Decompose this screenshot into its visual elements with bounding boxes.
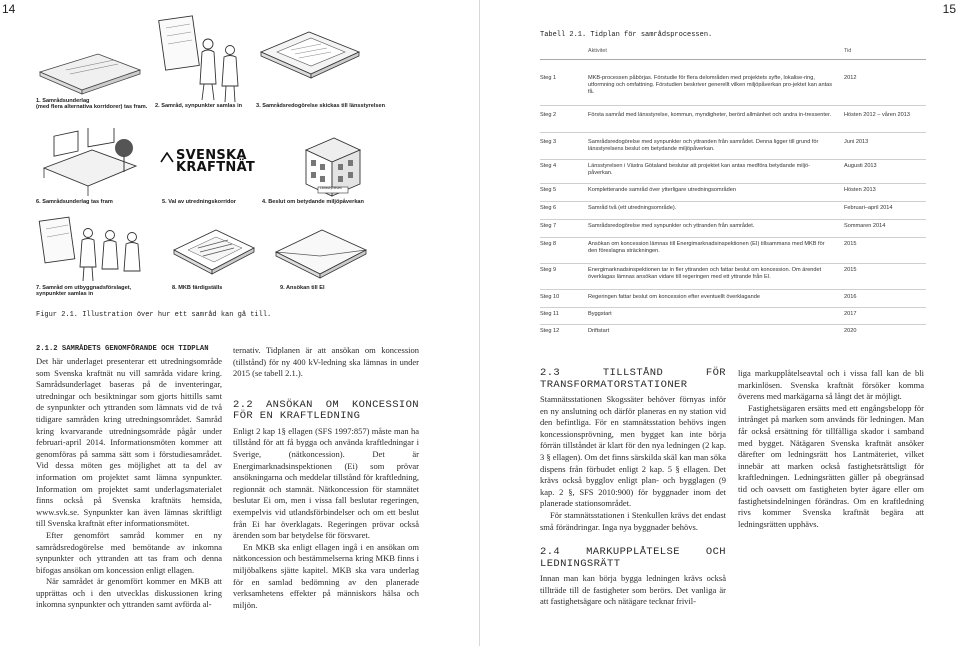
row-step: Steg 7	[540, 223, 557, 229]
row-activity: Regeringen fattar beslut om koncession efter eventuellt överklagande	[588, 294, 760, 300]
fig-label-7: 7. Samråd om utbyggnadsförslaget, synpunkter samlas in	[36, 285, 132, 298]
page-gutter	[479, 0, 480, 646]
county-building-drawing	[298, 130, 368, 200]
text-column-3	[540, 368, 726, 608]
table-row	[540, 238, 926, 264]
row-activity: Samråd två (ett utredningsområde).	[588, 205, 677, 211]
fig-label-8: 8. MKB färdigställs	[172, 285, 223, 291]
row-step: Steg 10	[540, 294, 560, 300]
table-row	[540, 109, 926, 133]
fig-label-2: 2. Samråd, synpunkter samlas in	[155, 103, 243, 109]
paragraph: Stamnätsstationen Skogssäter behöver förnyas inför en ny anslutning och därför planeras en ny station vid den befintliga. För en stamnätsstation behövs ingen koncessionsprövning, men bygget kan inte börja förrän tillståndet är klart för den nya ledningen (2 kap. 3 § ellagen). Om det finns särskilda skäl kan man söka dispens från förbudet enligt 2 kap. 5 § ellagen. Det krävs också bygglov enligt plan- och bygglagen (9 kap. 2 §, SFS 2010:900) för byggnader inom det planerade stationsområdet.	[540, 394, 726, 509]
paragraph: Enligt 2 kap 1§ ellagen (SFS 1997:857) måste man ha tillstånd för att få bygga och använda kraftledningar i Sverige, (nätkoncession). Det är Energimarknadsinspektionen (Ei) som prövar ansökningarna och meddelar tillstånd för kraftledning, regionnät och stamnät. Nätkoncession för stamnätet beslutar Ei om, men i vissa fall beslutar regeringen, exempelvis vid utlandsförbindelser och om ett beslut från Ei har överklagats. Regeringen prövar också ärenden som bar betydelse för försvaret.	[233, 425, 419, 541]
row-step: Steg 5	[540, 187, 557, 193]
row-time: Augusti 2013	[844, 163, 877, 169]
table-row	[540, 325, 926, 342]
row-time: Hösten 2013	[844, 187, 876, 193]
row-time: 2015	[844, 267, 857, 273]
paragraph: Det här underlaget presenterar ett utredningsområde som Svenska kraftnät nu vill samråda vidare kring. Samrådsunderlaget baseras på de inventeringar, utredningar och besiktningar som gjorts hittills samt de synpunkter och yttranden som lämnats vid de två tidigare samråden kring utredningsområdet. Samråd kring kvarvarande utredningsområde pågår under februari-april 2014. Informationsmöten kommer att genomföras på samma sätt som i förstudiesamrådet. Vid dessa möten ges möjlighet att ta del av information om projektet samt lämna synpunkter. Information om projektet samt underlagsmaterialet finns också på Svenska kraftnäts hemsida, www.svk.se. Synpunkter kan även lämnas skriftligt till Svenska kraftnät efter informationsmötet.	[36, 356, 222, 529]
row-step: Steg 4	[540, 163, 557, 169]
text-column-4	[738, 368, 924, 530]
table-row	[540, 72, 926, 106]
table-header	[540, 44, 926, 60]
row-step: Steg 8	[540, 241, 557, 247]
row-activity: Samrådsredogörelse med synpunkter och yttranden från samrådet.	[588, 223, 755, 229]
meeting-people-drawing	[150, 14, 245, 104]
paragraph: Innan man kan börja bygga ledningen krävs också tillträde till de fastigheter som berörs. Det vanliga är att fastighetsägare och nätägare tecknar frivil-	[540, 573, 726, 607]
row-step: Steg 12	[540, 328, 560, 334]
row-time: Februari–april 2014	[844, 205, 893, 211]
row-step: Steg 6	[540, 205, 557, 211]
table-title: Tabell 2.1. Tidplan för samrådsprocessen.	[540, 31, 713, 39]
row-step: Steg 1	[540, 75, 557, 81]
col-activity-header: Aktivitet	[588, 48, 607, 54]
row-step: Steg 2	[540, 112, 557, 118]
row-step: Steg 11	[540, 311, 559, 317]
consultation-people-drawing	[36, 215, 156, 285]
fig-label-6: 6. Samrådsunderlag tas fram	[36, 199, 113, 205]
col-time-header: Tid	[844, 48, 852, 54]
row-time: 2020	[844, 328, 857, 334]
table-row	[540, 291, 926, 308]
paragraph: Fastighetsägaren ersätts med ett engångsbelopp för intrånget på marken som används för ledningen. Man får också ersättning för tillfälliga skador i samband med bygget. Nätägaren Svenska kraftnät ansöker därefter om ledningsrätt hos Lantmäteriet, vilket innebär att marken också fastighetsrättsligt för kraftledningen. Ledningsrätten gäller på obegränsad tid och oavsett om fastigheten byter ägare eller om fastighetsindelningen förändras. Om en kraftledning rivs kommer Svenska kraftnät begära att ledningsrätten upphävs.	[738, 402, 924, 529]
mkb-report-drawing	[168, 222, 258, 282]
row-time: 2012	[844, 75, 857, 81]
office-desk-drawing	[36, 128, 146, 198]
row-activity: Byggstart	[588, 311, 612, 317]
table-row	[540, 184, 926, 202]
row-activity: Ansökan om koncession lämnas till Energimarknadsinspektionen (EI) tillsammans med MKB för den föreslagna sträckningen.	[588, 241, 825, 255]
envelope-drawing	[270, 222, 370, 284]
row-time: 2017	[844, 311, 857, 317]
page-number-left: 14	[2, 2, 16, 16]
row-time: 2016	[844, 294, 857, 300]
fig-label-9: 9. Ansökan till EI	[280, 285, 325, 291]
fig-label-1: 1. Samrådsunderlag (med flera alternativa korridorer) tas fram.	[36, 98, 148, 111]
section-heading-2-2: 2.2 ANSÖKAN OM KONCESSION FÖR EN KRAFTLEDNING	[233, 398, 419, 423]
row-step: Steg 3	[540, 139, 557, 145]
row-activity: MKB-processen påbörjas. Förstudie för flera delområden med projektets syfte, lokalise-ring, utformning och omfattning. Förstudien beskriver generellt vilken miljöpåverkan pro-jektet kan antas få.	[588, 75, 833, 96]
table-row	[540, 160, 926, 184]
table-row	[540, 264, 926, 290]
section-heading-2-4: 2.4 MARKUPPLÅTELSE OCH LEDNINGSRÄTT	[540, 546, 726, 570]
section-heading-2-3: 2.3 TILLSTÅND FÖR TRANSFORMATORSTATIONER	[540, 367, 726, 391]
row-time: Juni 2013	[844, 139, 869, 145]
documents-drawing	[255, 22, 365, 102]
row-activity: Driftstart	[588, 328, 610, 334]
row-activity: Länsstyrelsen i Västra Götaland beslutar att projektet kan antas medföra betydande miljö-påverkan.	[588, 163, 811, 177]
paragraph: Efter genomfört samråd kommer en ny samrådsredogörelse med bemötande av inkomna synpunkter och yttranden att tas fram och denna bifogas ansökan om koncession enligt ellagen.	[36, 529, 222, 575]
paragraph: För stamnätsstationen i Stenkullen krävs det endast små förändringar. Inga nya byggnader behövs.	[540, 509, 726, 532]
fig-label-4: 4. Beslut om betydande miljöpåverkan	[262, 199, 364, 205]
paragraph: När samrådet är genomfört kommer en MKB att upprättas och i den utvecklas diskussionen kring inkomna synpunkter och yttranden samt avförda al-	[36, 576, 222, 610]
paragraph: En MKB ska enligt ellagen ingå i en ansökan om nätkoncession och bestämmelserna kring MKB finns i miljöbalkens sjätte kapitel. MKB ska vara underlag för en samlad bedömning av den planerade verksamhetens effekter på människors hälsa och miljön.	[233, 541, 419, 610]
table-row	[540, 308, 926, 325]
row-activity: Första samråd med länsstyrelse, kommun, myndigheter, berörd allmänhet och andra in-tressenter.	[588, 112, 832, 118]
text-column-2	[233, 345, 419, 611]
row-activity: Energimarknadsinspektionen tar in fler yttranden och fattar beslut om koncession. Om ärendet överklagas lämnas ansökan vidare till regeringen med ett yttrande från EI.	[588, 267, 822, 281]
fig-label-3: 3. Samrådsredogörelse skickas till länsstyrelsen	[256, 103, 386, 109]
table-row	[540, 202, 926, 220]
row-time: Sommaren 2014	[844, 223, 886, 229]
table-row	[540, 136, 926, 160]
figure-caption: Figur 2.1. Illustration över hur ett samråd kan gå till.	[36, 311, 272, 319]
building-sign: Länsstyrelsen	[320, 186, 342, 190]
paragraph: liga markupplåtelseavtal och i vissa fall kan de bli markinlösen. Svenska kraftnät försöker komma överens med markägarna så långt det är möjligt.	[738, 368, 924, 402]
row-activity: Kompletterande samråd över ytterligare utredningsområden	[588, 187, 737, 193]
row-time: 2015	[844, 241, 857, 247]
fig-label-5: 5. Val av utredningskorridor	[162, 199, 236, 205]
section-heading-2-1-2: 2.1.2 SAMRÅDETS GENOMFÖRANDE OCH TIDPLAN	[36, 345, 209, 353]
table-row	[540, 220, 926, 238]
paragraph: ternativ. Tidplanen är att ansökan om koncession (tillstånd) för ny 400 kV-ledning ska lämnas in under 2015 (se tabell 2.1.).	[233, 345, 419, 379]
row-activity: Samrådsredogörelse med synpunkter och yttranden från samrådet. Denna ligger till grund för länsstyrelsens beslut om betydande miljöpåverkan.	[588, 139, 819, 153]
text-column-1	[36, 345, 222, 611]
page-number-right: 15	[942, 2, 956, 16]
row-step: Steg 9	[540, 267, 557, 273]
report-stack-drawing	[36, 50, 146, 100]
row-time: Hösten 2012 – våren 2013	[844, 112, 910, 118]
